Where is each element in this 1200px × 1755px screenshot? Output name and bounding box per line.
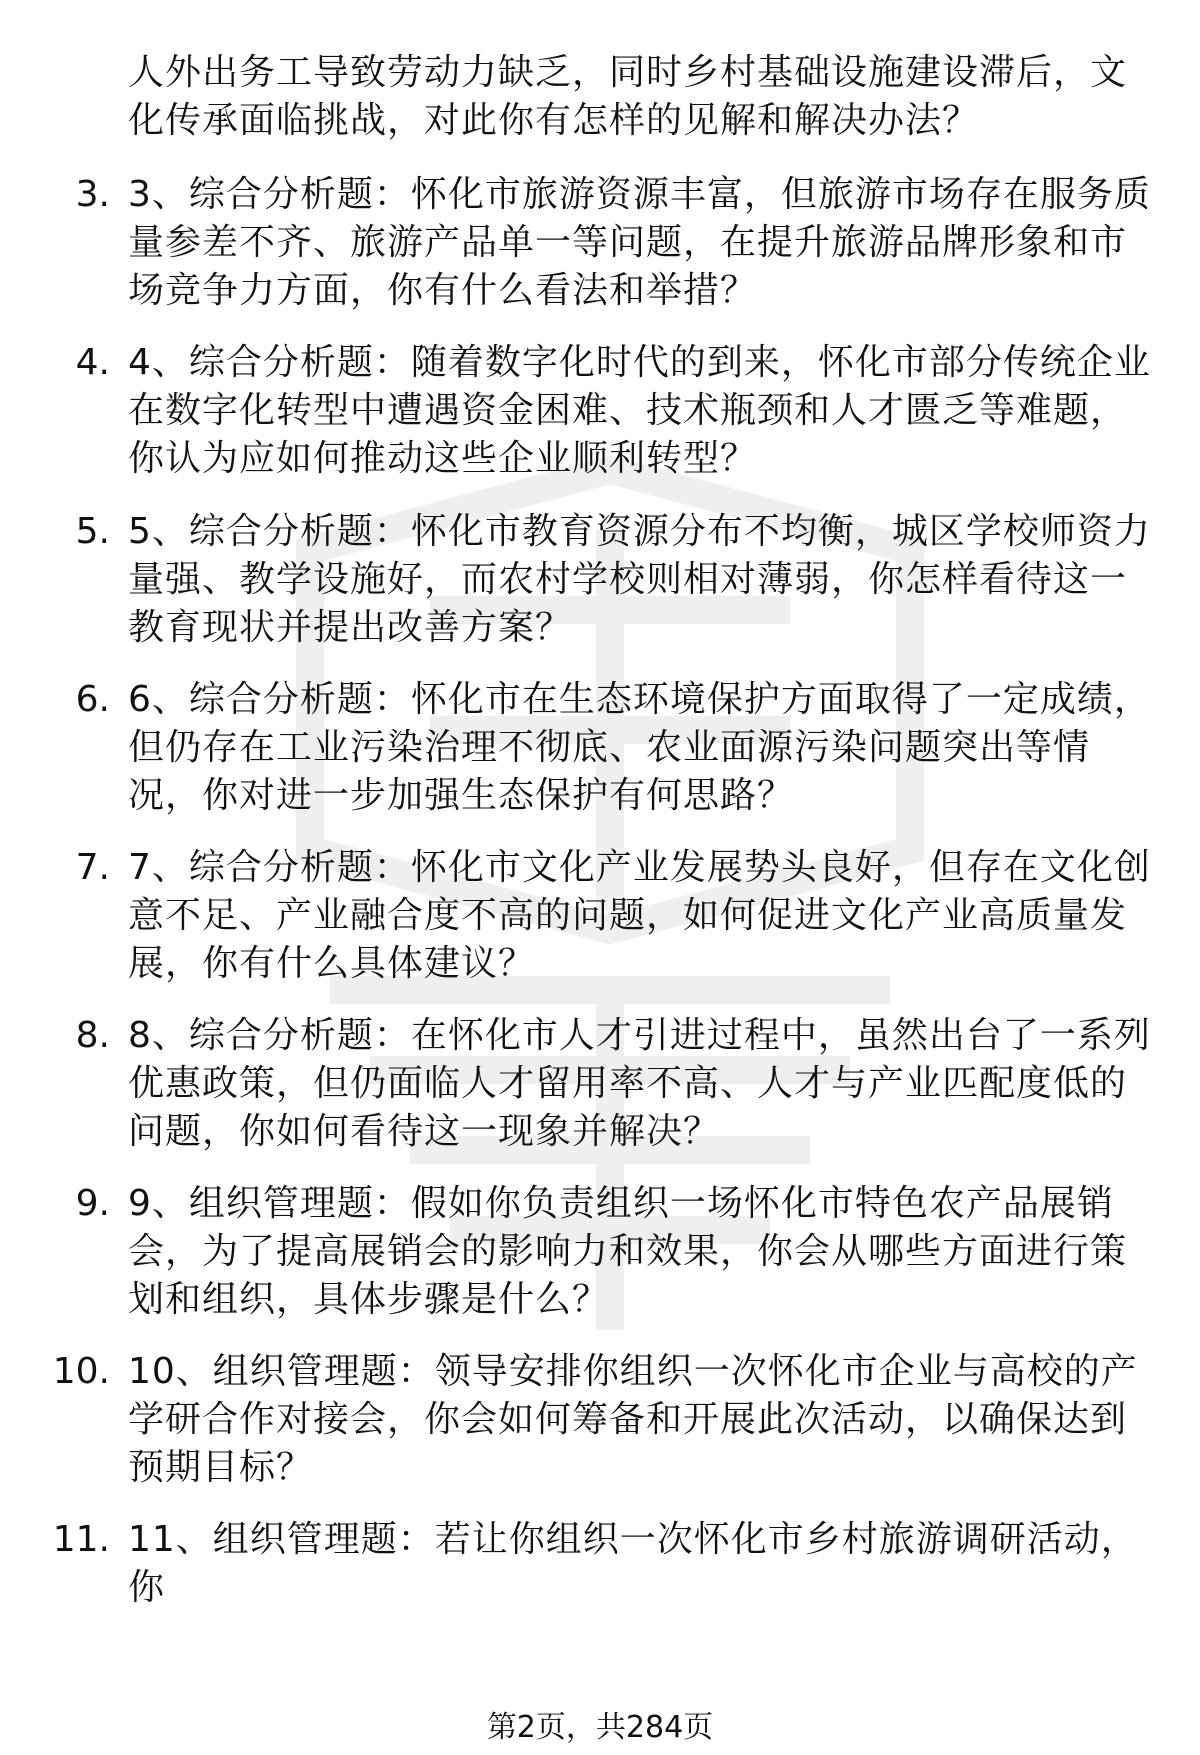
item-text: 5、综合分析题：怀化市教育资源分布不均衡，城区学校师资力量强、教学设施好，而农村学校则相对薄弱，你怎样看待这一教育现状并提出改善方案？ <box>128 511 1151 648</box>
item-text: 7、综合分析题：怀化市文化产业发展势头良好，但存在文化创意不足、产业融合度不高的问题，如何促进文化产业高质量发展，你有什么具体建议？ <box>128 847 1151 984</box>
item-number: 4. <box>75 342 110 383</box>
page-footer: 第2页，共284页 <box>486 1710 714 1745</box>
item-text: 3、综合分析题：怀化市旅游资源丰富，但旅游市场存在服务质量参差不齐、旅游产品单一等问题，在提升旅游品牌形象和市场竞争力方面，你有什么看法和举措？ <box>128 174 1151 311</box>
item-text: 10、组织管理题：领导安排你组织一次怀化市企业与高校的产学研合作对接会，你会如何筹备和开展此次活动，以确保达到预期目标？ <box>128 1351 1138 1488</box>
item-number: 7. <box>75 847 110 888</box>
item-text: 6、综合分析题：怀化市在生态环境保护方面取得了一定成绩，但仍存在工业污染治理不彻底、农业面源污染问题突出等情况，你对进一步加强生态保护有何思路？ <box>128 679 1151 816</box>
item-number: 6. <box>75 679 110 720</box>
item-number: 8. <box>75 1015 110 1056</box>
item-number: 5. <box>75 511 110 552</box>
item-text: 人外出务工导致劳动力缺乏，同时乡村基础设施建设滞后，文化传承面临挑战，对此你有怎样的见解和解决办法？ <box>128 52 1128 141</box>
item-text: 4、综合分析题：随着数字化时代的到来，怀化市部分传统企业在数字化转型中遭遇资金困难、技术瓶颈和人才匮乏等难题，你认为应如何推动这些企业顺利转型？ <box>128 342 1151 479</box>
item-number: 11. <box>52 1519 110 1560</box>
item-number: 10. <box>52 1351 110 1392</box>
item-number: 9. <box>75 1183 110 1224</box>
item-text: 9、组织管理题：假如你负责组织一场怀化市特色农产品展销会，为了提高展销会的影响力和效果，你会从哪些方面进行策划和组织，具体步骤是什么？ <box>128 1183 1128 1320</box>
item-text: 11、组织管理题：若让你组织一次怀化市乡村旅游调研活动，你 <box>128 1519 1138 1608</box>
item-text: 8、综合分析题：在怀化市人才引进过程中，虽然出台了一系列优惠政策，但仍面临人才留用率不高、人才与产业匹配度低的问题，你如何看待这一现象并解决？ <box>128 1015 1151 1152</box>
item-number: 3. <box>75 174 110 215</box>
